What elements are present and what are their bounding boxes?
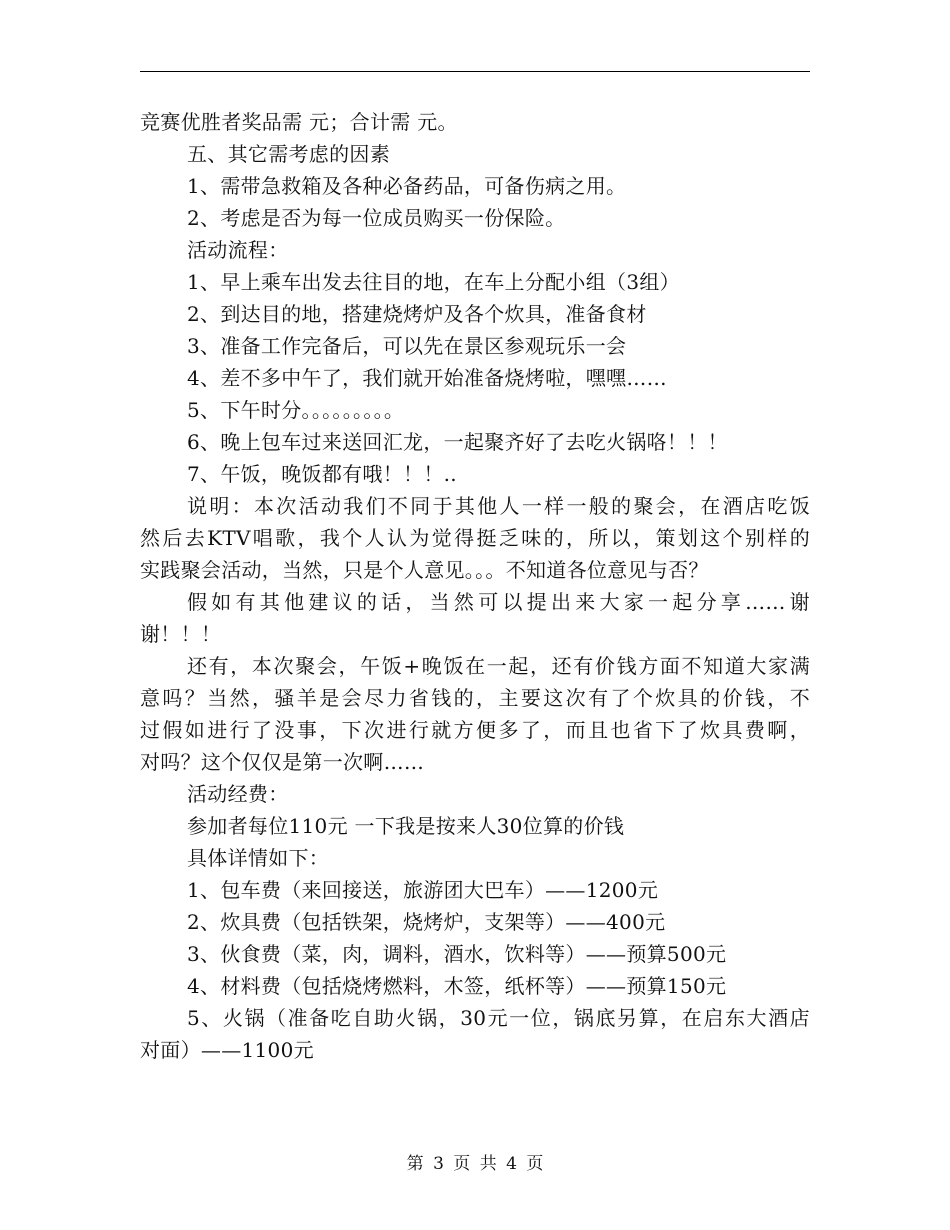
list-item: 4、差不多中午了，我们就开始准备烧烤啦，嘿嘿…… bbox=[187, 366, 667, 390]
paragraph-explanation-line: 说明：本次活动我们不同于其他人一样一般的聚会，在酒店吃饭 bbox=[187, 494, 810, 518]
paragraph-lunch-dinner-line: 对吗？这个仅仅是第一次啊…… bbox=[140, 750, 425, 774]
paragraph-explanation-line: 实践聚会活动，当然，只是个人意见。。。不知道各位意见与否？ bbox=[140, 558, 709, 582]
paragraph-lunch-dinner-line: 意吗？当然，骚羊是会尽力省钱的，主要这次有了个炊具的价钱，不 bbox=[140, 686, 810, 710]
paragraph-explanation-line: 然后去KTV唱歌，我个人认为觉得挺乏味的，所以，策划这个别样的 bbox=[140, 526, 810, 550]
paragraph-suggestion-line: 谢！！！ bbox=[140, 622, 222, 646]
list-item: 6、晚上包车过来送回汇龙，一起聚齐好了去吃火锅咯！！！ bbox=[187, 430, 728, 454]
list-item: 1、早上乘车出发去往目的地，在车上分配小组（3组） bbox=[187, 270, 680, 294]
paragraph-lunch-dinner-line: 还有，本次聚会，午饭+晚饭在一起，还有价钱方面不知道大家满 bbox=[187, 654, 810, 678]
text-line-prize-total: 竞赛优胜者奖品需 元；合计需 元。 bbox=[140, 110, 458, 134]
document-body bbox=[140, 106, 810, 1066]
paragraph-lunch-dinner-line: 过假如进行了没事，下次进行就方便多了，而且也省下了炊具费啊， bbox=[140, 718, 810, 742]
header-rule bbox=[140, 71, 810, 72]
budget-item: 3、伙食费（菜，肉，调料，酒水，饮料等）——预算500元 bbox=[187, 942, 727, 966]
budget-item: 4、材料费（包括烧烤燃料，木签，纸杯等）——预算150元 bbox=[187, 974, 727, 998]
budget-item-continuation: 对面）——1100元 bbox=[140, 1038, 314, 1062]
page-number-footer: 第 3 页 共 4 页 bbox=[406, 1154, 544, 1174]
budget-item: 1、包车费（来回接送，旅游团大巴车）——1200元 bbox=[187, 878, 659, 902]
list-item: 3、准备工作完备后，可以先在景区参观玩乐一会 bbox=[187, 334, 627, 358]
section-heading-activity-flow: 活动流程： bbox=[187, 238, 289, 262]
budget-details-heading: 具体详情如下： bbox=[187, 846, 330, 870]
list-item: 2、到达目的地，搭建烧烤炉及各个炊具，准备食材 bbox=[187, 302, 647, 326]
budget-item: 2、炊具费（包括铁架，烧烤炉，支架等）——400元 bbox=[187, 910, 666, 934]
budget-item: 5、火锅（准备吃自助火锅，30元一位，锅底另算，在启东大酒店 bbox=[187, 1006, 810, 1030]
section-heading-other-factors: 五、其它需考虑的因素 bbox=[187, 142, 390, 166]
list-item: 5、下午时分。。。。。。。。。 bbox=[187, 398, 405, 422]
list-item: 7、午饭，晚饭都有哦！！！.. bbox=[187, 462, 457, 486]
section-heading-activity-budget: 活动经费： bbox=[187, 782, 289, 806]
list-item: 2、考虑是否为每一位成员购买一份保险。 bbox=[187, 206, 566, 230]
list-item: 1、需带急救箱及各种必备药品，可备伤病之用。 bbox=[187, 174, 627, 198]
paragraph-suggestion-line: 假如有其他建议的话，当然可以提出来大家一起分享……谢 bbox=[187, 590, 810, 614]
budget-per-person: 参加者每位110元 一下我是按来人30位算的价钱 bbox=[187, 814, 625, 838]
